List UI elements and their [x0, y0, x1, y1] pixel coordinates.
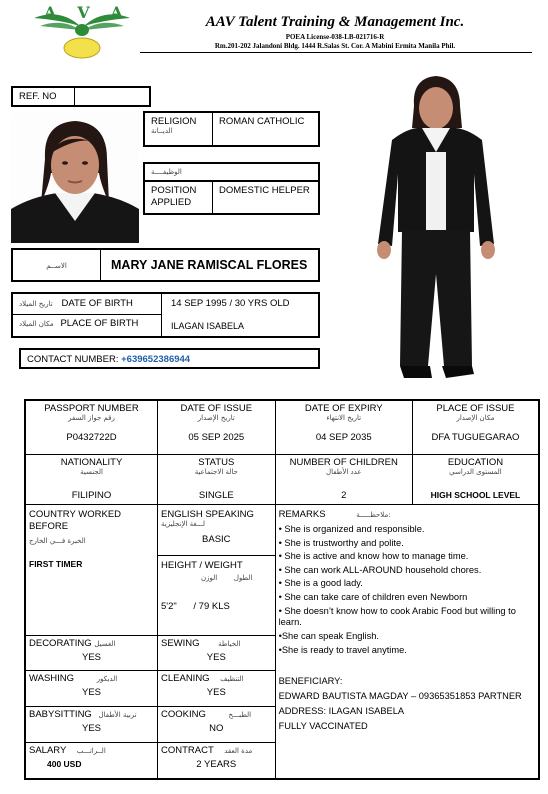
beneficiary-label: BENEFICIARY:	[278, 676, 343, 687]
nationality-cell	[25, 454, 158, 504]
skill-decorating-cell	[25, 635, 158, 670]
remark-item: • She can take care of children even Newborn	[278, 592, 468, 603]
skill-arabic: الطبـــخ	[228, 711, 252, 720]
place-issue: DFA TUGUEGARAO	[431, 432, 520, 443]
children-cell	[275, 454, 412, 504]
head-photo	[11, 113, 139, 243]
contract-label: CONTRACT	[161, 745, 214, 757]
dob-value: 14 SEP 1995 / 30 YRS OLD	[171, 298, 290, 309]
remarks-label: REMARKS	[278, 509, 326, 521]
skill-arabic: الخياطة	[218, 639, 241, 648]
position-label: POSITION APPLIED	[145, 182, 213, 213]
beneficiary-address: ADDRESS: ILAGAN ISABELA	[278, 705, 405, 716]
skill-label: BABYSITTING	[29, 709, 92, 721]
date-issue: 05 SEP 2025	[188, 432, 245, 443]
skill-label: SEWING	[161, 637, 200, 649]
nationality-arabic: الجنسية	[80, 467, 103, 476]
remarks-cell	[275, 505, 539, 779]
dob-label: DATE OF BIRTH	[61, 298, 133, 309]
date-expiry-arabic: تاريخ الانتهاء	[326, 414, 362, 422]
place-issue-label: PLACE OF ISSUE	[436, 403, 515, 414]
education-arabic: المستوى الدراسي	[449, 467, 502, 476]
education: HIGH SCHOOL LEVEL	[430, 489, 521, 500]
skill-value: YES	[206, 686, 226, 698]
date-expiry: 04 SEP 2035	[315, 432, 372, 443]
passport-number: P0432722D	[66, 432, 117, 443]
contract-arabic: مدة العقد	[224, 747, 253, 756]
skill-value: YES	[81, 723, 101, 735]
birth-box	[11, 292, 320, 338]
skill-cleaning-cell	[158, 670, 276, 706]
date-issue-cell	[158, 400, 276, 454]
place-issue-cell	[412, 400, 539, 454]
contact-label: CONTACT NUMBER:	[27, 354, 122, 365]
children: 2	[341, 489, 347, 501]
weight-arabic: الوزن	[201, 574, 218, 583]
status-cell	[158, 454, 276, 504]
passport-number-label: PASSPORT NUMBER	[44, 403, 139, 414]
experience-arabic: الخبرة فـــي الخارج	[29, 536, 86, 545]
date-issue-label: DATE OF ISSUE	[180, 403, 253, 414]
contact-box	[19, 348, 320, 369]
skill-arabic: الغسيل	[94, 639, 116, 648]
nationality: FILIPINO	[71, 489, 112, 501]
ref-box	[11, 86, 151, 107]
remark-item: •She can speak English.	[278, 630, 379, 641]
salary-value: 400 USD	[47, 759, 82, 770]
passport-number-cell	[25, 400, 158, 454]
salary-cell	[25, 743, 158, 779]
name-box	[11, 248, 320, 282]
skill-value: YES	[81, 686, 101, 698]
height-weight-label: HEIGHT / WEIGHT	[161, 560, 243, 572]
pob-value: ILAGAN ISABELA	[171, 321, 245, 331]
status-arabic: حالة الاجتماعية	[194, 467, 238, 476]
children-arabic: عدد الأطفال	[326, 467, 362, 476]
english-arabic: لـــغة الإنجليزية	[161, 520, 206, 529]
logo-lettering: AVA	[44, 3, 145, 22]
full-body-photo	[374, 74, 498, 386]
skill-value: YES	[206, 651, 226, 663]
pob-label: PLACE OF BIRTH	[60, 318, 139, 329]
education-label: EDUCATION	[447, 456, 504, 468]
children-label: NUMBER OF CHILDREN	[289, 456, 398, 468]
skill-value: NO	[209, 723, 224, 735]
ref-label: REF. NO	[13, 88, 75, 105]
skill-label: DECORATING	[29, 637, 92, 649]
date-issue-arabic: تاريخ الإصدار	[197, 414, 235, 422]
remark-item: • She is organized and responsible.	[278, 524, 425, 535]
status-label: STATUS	[198, 456, 235, 468]
skill-cooking-cell	[158, 707, 276, 743]
pob-arabic: مكان الميلاد	[19, 320, 54, 328]
remark-item: • She can work ALL-AROUND household chores.	[278, 564, 482, 575]
english-value: BASIC	[202, 534, 231, 546]
company-address: Rm.201-202 Jalandoni Bldg. 1444 R.Salas St. Cor. A Mabini Ermita Manila Phil.	[214, 42, 456, 50]
contract-value: 2 YEARS	[196, 759, 237, 771]
religion-label: RELIGION	[151, 116, 197, 127]
experience-value: FIRST TIMER	[29, 558, 83, 569]
dob-arabic: تاريخ الميلاد	[19, 300, 53, 308]
english-label: ENGLISH SPEAKING	[161, 509, 254, 521]
salary-label: SALARY	[29, 745, 67, 757]
experience-label: COUNTRY WORKED BEFORE	[29, 509, 122, 533]
height-arabic: الطول	[233, 574, 253, 583]
nationality-label: NATIONALITY	[60, 456, 123, 468]
position-arabic: الوظيفــــة	[151, 168, 182, 176]
height-value: 5'2"	[161, 601, 177, 613]
english-cell	[158, 505, 276, 556]
remark-item: • She is active and know how to manage time.	[278, 551, 469, 562]
experience-cell	[25, 505, 158, 636]
date-expiry-cell	[275, 400, 412, 454]
remark-item: • She is trustworthy and polite.	[278, 537, 404, 548]
position-arabic-box	[143, 162, 320, 182]
religion-value: ROMAN CATHOLIC	[219, 116, 305, 127]
height-weight-cell	[158, 556, 276, 635]
skill-label: COOKING	[161, 709, 206, 721]
place-issue-arabic: مكان الإصدار	[456, 414, 495, 422]
salary-arabic: الــراتـــب	[76, 747, 106, 756]
skill-label: CLEANING	[161, 672, 210, 684]
education-cell	[412, 454, 539, 504]
vaccination-status: FULLY VACCINATED	[278, 720, 368, 731]
beneficiary: EDWARD BAUTISTA MAGDAY – 09365351853 PARTNER	[278, 691, 522, 701]
religion-arabic: الديــانة	[151, 127, 173, 135]
details-table	[24, 399, 540, 780]
contact-number: +639652386944	[121, 354, 191, 365]
remark-item: • She doesn’t know how to cook Arabic Food but willing to learn.	[278, 605, 516, 628]
remarks-arabic: ملاحظـــــة:	[356, 511, 391, 520]
remark-item: •She is ready to travel anytime.	[278, 644, 407, 655]
skill-arabic: تربية الأطفال	[98, 711, 137, 720]
skill-babysitting-cell	[25, 707, 158, 743]
header-divider	[140, 52, 532, 53]
religion-box	[143, 111, 320, 147]
company-logo	[30, 3, 145, 60]
name-arabic: الاســم	[46, 262, 67, 270]
passport-number-arabic: رقم جواز السفر	[68, 414, 115, 422]
skill-sewing-cell	[158, 635, 276, 670]
skill-arabic: التنظيف	[220, 674, 244, 683]
skill-value: YES	[81, 651, 101, 663]
remark-item: • She is a good lady.	[278, 578, 363, 589]
company-license: POEA License-038-LB-021716-R	[285, 33, 385, 41]
date-expiry-label: DATE OF EXPIRY	[304, 403, 383, 414]
skill-arabic: الديكور	[96, 674, 118, 683]
full-name: MARY JANE RAMISCAL FLORES	[111, 258, 308, 272]
skill-label: WASHING	[29, 672, 75, 684]
position-box	[143, 180, 320, 215]
company-name: AAV Talent Training & Management Inc.	[205, 14, 465, 30]
status: SINGLE	[198, 489, 234, 501]
contract-cell	[158, 743, 276, 779]
position-value: DOMESTIC HELPER	[219, 185, 310, 196]
skill-washing-cell	[25, 670, 158, 706]
weight-value: / 79 KLS	[193, 601, 230, 613]
